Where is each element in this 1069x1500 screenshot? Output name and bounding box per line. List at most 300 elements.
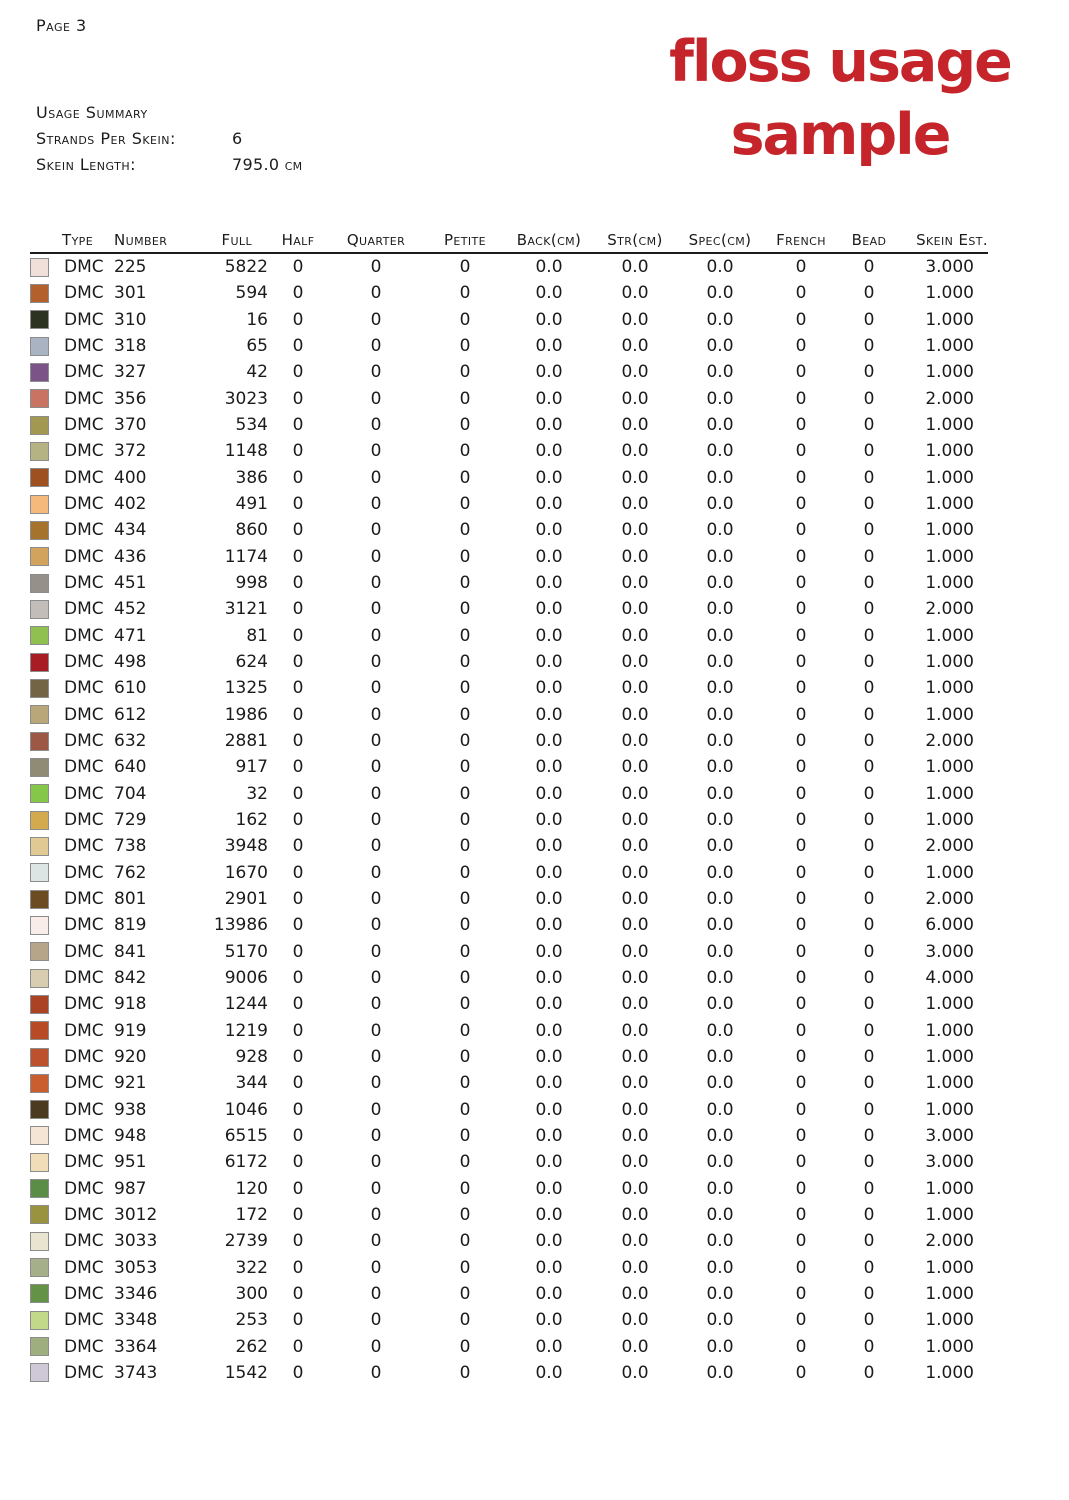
floss-color-swatch [30,811,49,830]
cell-bead: 0 [863,467,875,488]
cell-quarter: 0 [370,1125,382,1146]
cell-skein: 2.000 [925,836,974,857]
cell-type: DMC [64,1020,104,1041]
cell-french: 0 [795,836,807,857]
cell-quarter: 0 [370,1099,382,1120]
cell-full: 1670 [224,862,268,883]
table-row [30,280,988,306]
cell-quarter: 0 [370,783,382,804]
cell-number: 451 [114,573,147,594]
cell-number: 498 [114,652,147,673]
floss-color-swatch [30,1153,49,1172]
cell-str: 0.0 [621,757,649,778]
cell-spec: 0.0 [706,810,734,831]
cell-bead: 0 [863,810,875,831]
cell-spec: 0.0 [706,388,734,409]
cell-number: 372 [114,441,147,462]
cell-full: 16 [246,309,268,330]
cell-skein: 2.000 [925,599,974,620]
cell-type: DMC [64,652,104,673]
cell-back: 0.0 [535,362,563,383]
cell-french: 0 [795,573,807,594]
swatch-cell [30,995,62,1014]
swatch-cell [30,337,62,356]
cell-quarter: 0 [370,336,382,357]
cell-bead: 0 [863,757,875,778]
cell-quarter: 0 [370,1020,382,1041]
cell-str: 0.0 [621,1257,649,1278]
cell-type: DMC [64,494,104,515]
table-row [30,860,988,886]
cell-quarter: 0 [370,757,382,778]
cell-french: 0 [795,1336,807,1357]
table-row [30,1044,988,1070]
table-row [30,333,988,359]
column-header-petite: Petite [443,231,487,249]
cell-skein: 1.000 [925,520,974,541]
column-header-type: Type [62,231,94,249]
cell-skein: 1.000 [925,283,974,304]
column-header-half: Half [281,231,315,249]
cell-petite: 0 [459,467,471,488]
cell-full: 1542 [224,1362,268,1383]
cell-petite: 0 [459,652,471,673]
cell-petite: 0 [459,1073,471,1094]
cell-petite: 0 [459,1178,471,1199]
cell-back: 0.0 [535,704,563,725]
cell-spec: 0.0 [706,757,734,778]
cell-french: 0 [795,441,807,462]
cell-half: 0 [292,1231,304,1252]
cell-full: 32 [246,783,268,804]
cell-str: 0.0 [621,1310,649,1331]
table-row [30,623,988,649]
cell-number: 318 [114,336,147,357]
cell-french: 0 [795,415,807,436]
cell-str: 0.0 [621,889,649,910]
cell-back: 0.0 [535,1099,563,1120]
cell-petite: 0 [459,625,471,646]
cell-type: DMC [64,810,104,831]
cell-skein: 1.000 [925,546,974,567]
cell-back: 0.0 [535,941,563,962]
cell-number: 400 [114,467,147,488]
cell-back: 0.0 [535,783,563,804]
cell-bead: 0 [863,889,875,910]
cell-half: 0 [292,309,304,330]
cell-number: 356 [114,388,147,409]
cell-french: 0 [795,336,807,357]
cell-skein: 1.000 [925,1178,974,1199]
cell-quarter: 0 [370,1152,382,1173]
floss-color-swatch [30,784,49,803]
cell-type: DMC [64,573,104,594]
cell-type: DMC [64,968,104,989]
swatch-cell [30,1021,62,1040]
cell-half: 0 [292,467,304,488]
floss-color-swatch [30,363,49,382]
cell-full: 624 [235,652,268,673]
cell-type: DMC [64,915,104,936]
column-header-bead: Bead [851,231,887,249]
cell-quarter: 0 [370,836,382,857]
cell-back: 0.0 [535,546,563,567]
cell-type: DMC [64,336,104,357]
cell-bead: 0 [863,1257,875,1278]
cell-half: 0 [292,625,304,646]
floss-color-swatch [30,1048,49,1067]
cell-str: 0.0 [621,257,649,278]
column-header-skein: Skein Est. [916,231,988,249]
cell-petite: 0 [459,362,471,383]
cell-str: 0.0 [621,836,649,857]
table-row [30,754,988,780]
cell-petite: 0 [459,573,471,594]
table-body [30,254,988,1386]
cell-number: 452 [114,599,147,620]
cell-half: 0 [292,1204,304,1225]
cell-str: 0.0 [621,1152,649,1173]
cell-french: 0 [795,257,807,278]
cell-str: 0.0 [621,362,649,383]
table-row [30,886,988,912]
table-row [30,570,988,596]
cell-half: 0 [292,915,304,936]
cell-quarter: 0 [370,625,382,646]
cell-spec: 0.0 [706,441,734,462]
cell-half: 0 [292,678,304,699]
floss-color-swatch [30,969,49,988]
cell-str: 0.0 [621,1099,649,1120]
cell-spec: 0.0 [706,1257,734,1278]
cell-type: DMC [64,1073,104,1094]
cell-spec: 0.0 [706,1047,734,1067]
swatch-cell [30,574,62,593]
summary-title: Usage Summary [36,103,148,122]
cell-number: 3743 [114,1362,158,1383]
cell-quarter: 0 [370,494,382,515]
cell-french: 0 [795,283,807,304]
floss-color-swatch [30,284,49,303]
table-row [30,1175,988,1201]
cell-quarter: 0 [370,573,382,594]
cell-spec: 0.0 [706,546,734,567]
cell-half: 0 [292,257,304,278]
floss-color-swatch [30,337,49,356]
cell-back: 0.0 [535,625,563,646]
cell-skein: 2.000 [925,1231,974,1252]
column-header-str: Str(cm) [607,231,663,249]
cell-quarter: 0 [370,1047,382,1067]
cell-back: 0.0 [535,283,563,304]
cell-half: 0 [292,441,304,462]
cell-back: 0.0 [535,862,563,883]
cell-bead: 0 [863,783,875,804]
cell-quarter: 0 [370,520,382,541]
cell-full: 262 [235,1336,268,1357]
cell-french: 0 [795,388,807,409]
cell-back: 0.0 [535,309,563,330]
cell-type: DMC [64,257,104,278]
cell-skein: 1.000 [925,783,974,804]
cell-number: 370 [114,415,147,436]
table-row [30,517,988,543]
cell-number: 762 [114,862,147,883]
swatch-cell [30,626,62,645]
cell-petite: 0 [459,283,471,304]
cell-petite: 0 [459,257,471,278]
cell-french: 0 [795,1231,807,1252]
cell-back: 0.0 [535,915,563,936]
cell-quarter: 0 [370,309,382,330]
cell-french: 0 [795,1257,807,1278]
cell-type: DMC [64,362,104,383]
cell-petite: 0 [459,599,471,620]
table-row [30,649,988,675]
cell-skein: 1.000 [925,1204,974,1225]
cell-half: 0 [292,941,304,962]
cell-skein: 1.000 [925,1310,974,1331]
cell-skein: 1.000 [925,1073,974,1094]
cell-number: 225 [114,257,147,278]
cell-petite: 0 [459,1336,471,1357]
swatch-cell [30,310,62,329]
cell-petite: 0 [459,1125,471,1146]
cell-number: 951 [114,1152,147,1173]
cell-skein: 1.000 [925,441,974,462]
table-header [30,228,988,254]
watermark-line1: floss usage [669,29,1011,95]
cell-str: 0.0 [621,1047,649,1067]
cell-full: 65 [246,336,268,357]
cell-str: 0.0 [621,1336,649,1357]
cell-str: 0.0 [621,1204,649,1225]
table-row [30,596,988,622]
cell-quarter: 0 [370,1310,382,1331]
cell-skein: 1.000 [925,678,974,699]
cell-number: 738 [114,836,147,857]
cell-number: 841 [114,941,147,962]
cell-half: 0 [292,1099,304,1120]
cell-french: 0 [795,862,807,883]
swatch-cell [30,1284,62,1303]
table-row [30,807,988,833]
cell-spec: 0.0 [706,599,734,620]
cell-spec: 0.0 [706,1204,734,1225]
cell-number: 402 [114,494,147,515]
cell-half: 0 [292,862,304,883]
cell-spec: 0.0 [706,1152,734,1173]
cell-full: 172 [235,1204,268,1225]
cell-quarter: 0 [370,862,382,883]
cell-str: 0.0 [621,941,649,962]
floss-color-swatch [30,863,49,882]
cell-skein: 4.000 [925,968,974,989]
cell-french: 0 [795,599,807,620]
swatch-cell [30,1311,62,1330]
floss-color-swatch [30,1337,49,1356]
cell-full: 534 [235,415,268,436]
table-row [30,991,988,1017]
cell-bead: 0 [863,625,875,646]
cell-bead: 0 [863,704,875,725]
cell-bead: 0 [863,862,875,883]
summary-block [36,100,302,178]
cell-number: 987 [114,1178,147,1199]
cell-full: 491 [235,494,268,515]
cell-french: 0 [795,1310,807,1331]
cell-type: DMC [64,1152,104,1173]
cell-quarter: 0 [370,1231,382,1252]
cell-full: 1325 [224,678,268,699]
cell-skein: 1.000 [925,704,974,725]
cell-bead: 0 [863,678,875,699]
cell-bead: 0 [863,1283,875,1304]
cell-type: DMC [64,283,104,304]
floss-color-swatch [30,1232,49,1251]
cell-skein: 2.000 [925,889,974,910]
cell-quarter: 0 [370,1336,382,1357]
cell-spec: 0.0 [706,941,734,962]
cell-quarter: 0 [370,257,382,278]
cell-half: 0 [292,599,304,620]
cell-type: DMC [64,467,104,488]
floss-color-swatch [30,1126,49,1145]
cell-petite: 0 [459,1047,471,1067]
cell-petite: 0 [459,889,471,910]
cell-bead: 0 [863,283,875,304]
cell-str: 0.0 [621,862,649,883]
cell-str: 0.0 [621,1020,649,1041]
cell-back: 0.0 [535,1178,563,1199]
cell-skein: 1.000 [925,1099,974,1120]
floss-color-swatch [30,1074,49,1093]
cell-type: DMC [64,1310,104,1331]
cell-type: DMC [64,1283,104,1304]
column-header-french: French [776,231,826,249]
cell-quarter: 0 [370,652,382,673]
cell-skein: 1.000 [925,1257,974,1278]
cell-french: 0 [795,1178,807,1199]
cell-full: 344 [235,1073,268,1094]
column-header-number: Number [114,231,168,249]
cell-back: 0.0 [535,1125,563,1146]
cell-half: 0 [292,1336,304,1357]
table-row [30,438,988,464]
cell-skein: 1.000 [925,415,974,436]
cell-type: DMC [64,757,104,778]
table-row [30,1307,988,1333]
cell-bead: 0 [863,388,875,409]
cell-spec: 0.0 [706,573,734,594]
cell-spec: 0.0 [706,652,734,673]
cell-str: 0.0 [621,546,649,567]
cell-number: 921 [114,1073,147,1094]
cell-spec: 0.0 [706,1073,734,1094]
cell-number: 301 [114,283,147,304]
cell-petite: 0 [459,810,471,831]
swatch-cell [30,600,62,619]
cell-bead: 0 [863,362,875,383]
swatch-cell [30,784,62,803]
cell-quarter: 0 [370,889,382,910]
cell-back: 0.0 [535,573,563,594]
table-row [30,1254,988,1280]
cell-quarter: 0 [370,941,382,962]
cell-half: 0 [292,889,304,910]
floss-color-swatch [30,258,49,277]
cell-half: 0 [292,731,304,752]
cell-back: 0.0 [535,520,563,541]
floss-color-swatch [30,574,49,593]
cell-spec: 0.0 [706,625,734,646]
swatch-cell [30,942,62,961]
floss-color-swatch [30,1311,49,1330]
cell-back: 0.0 [535,1283,563,1304]
cell-skein: 1.000 [925,652,974,673]
cell-bead: 0 [863,994,875,1015]
cell-half: 0 [292,1020,304,1041]
cell-petite: 0 [459,968,471,989]
cell-spec: 0.0 [706,1283,734,1304]
cell-quarter: 0 [370,994,382,1015]
floss-color-swatch [30,916,49,935]
cell-number: 948 [114,1125,147,1146]
cell-number: 919 [114,1020,147,1041]
swatch-cell [30,468,62,487]
cell-french: 0 [795,704,807,725]
cell-str: 0.0 [621,625,649,646]
cell-half: 0 [292,968,304,989]
cell-quarter: 0 [370,1178,382,1199]
cell-half: 0 [292,1283,304,1304]
table-row [30,1333,988,1359]
cell-half: 0 [292,836,304,857]
cell-spec: 0.0 [706,889,734,910]
cell-french: 0 [795,362,807,383]
cell-number: 3033 [114,1231,158,1252]
swatch-cell [30,1153,62,1172]
cell-bead: 0 [863,941,875,962]
cell-str: 0.0 [621,1125,649,1146]
cell-spec: 0.0 [706,1362,734,1383]
table-row [30,728,988,754]
floss-color-swatch [30,626,49,645]
cell-petite: 0 [459,836,471,857]
cell-petite: 0 [459,415,471,436]
cell-skein: 1.000 [925,810,974,831]
table-row [30,465,988,491]
cell-french: 0 [795,1099,807,1120]
page-number-label: Page 3 [36,16,87,35]
cell-french: 0 [795,915,807,936]
cell-back: 0.0 [535,599,563,620]
swatch-cell [30,416,62,435]
cell-str: 0.0 [621,915,649,936]
table-row [30,1202,988,1228]
cell-spec: 0.0 [706,915,734,936]
cell-quarter: 0 [370,1073,382,1094]
swatch-cell [30,1205,62,1224]
cell-half: 0 [292,494,304,515]
cell-skein: 1.000 [925,494,974,515]
floss-color-swatch [30,495,49,514]
cell-number: 3364 [114,1336,158,1357]
cell-spec: 0.0 [706,520,734,541]
cell-petite: 0 [459,520,471,541]
cell-full: 1219 [224,1020,268,1041]
cell-full: 1986 [224,704,268,725]
